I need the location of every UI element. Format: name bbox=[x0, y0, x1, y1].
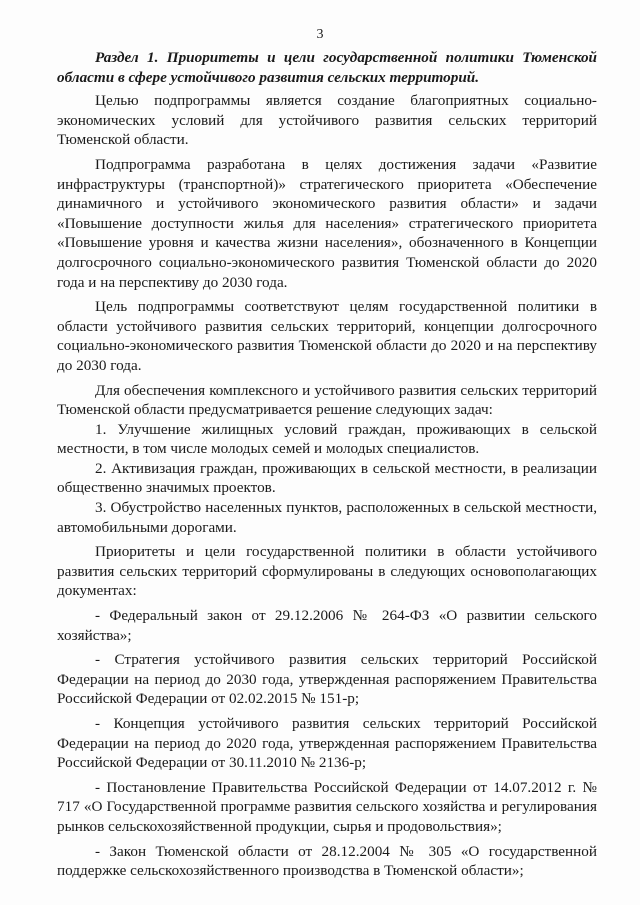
paragraph-goal: Целью подпрограммы является создание благоприятных социально-экономических условий для устойчивого развития сельских территорий Тюменской области. bbox=[57, 92, 597, 149]
document-item-2: - Стратегия устойчивого развития сельских территорий Российской Федерации на период до 2030 года, утвержденная распоряжением Правительства Российской Федерации от 02.02.2015 № 151-р; bbox=[57, 651, 597, 708]
section-heading: Раздел 1. Приоритеты и цели государственной политики Тюменской области в сфере устойчивого развития сельских территорий. bbox=[57, 49, 597, 86]
paragraph-purpose: Подпрограмма разработана в целях достижения задачи «Развитие инфраструктуры (транспортной)» стратегического приоритета «Обеспечение динамичного и устойчивого экономического развития области» и задачи «Повышение доступности жилья для населения» стратегического приоритета «Повышение уровня и качества жизни населения», обозначенного в Концепции долгосрочного социально-экономического развития Тюменской области до 2020 года и на перспективу до 2030 года. bbox=[57, 155, 597, 291]
document-item-5: - Закон Тюменской области от 28.12.2004 № 305 «О государственной поддержке сельскохозяйственного производства в Тюменской области»; bbox=[57, 842, 597, 880]
task-item-3: 3. Обустройство населенных пунктов, расположенных в сельской местности, автомобильными дорогами. bbox=[57, 499, 597, 536]
paragraph-documents-intro: Приоритеты и цели государственной политики в области устойчивого развития сельских территорий сформулированы в следующих основополагающих документах: bbox=[57, 543, 597, 600]
task-item-2: 2. Активизация граждан, проживающих в сельской местности, в реализации общественно значимых проектов. bbox=[57, 459, 597, 497]
document-body bbox=[57, 48, 597, 881]
paragraph-tasks-intro: Для обеспечения комплексного и устойчивого развития сельских территорий Тюменской области предусматривается решение следующих задач: bbox=[57, 381, 597, 419]
paragraph-alignment: Цель подпрограммы соответствуют целям государственной политики в области устойчивого развития сельских территорий, концепции долгосрочного социально-экономического развития Тюменской области до 2020 и на перспективу до 2030 года. bbox=[57, 298, 597, 374]
document-item-3: - Концепция устойчивого развития сельских территорий Российской Федерации на период до 2020 года, утвержденная распоряжением Правительства Российской Федерации от 30.11.2010 № 2136-р; bbox=[57, 715, 597, 772]
task-item-1: 1. Улучшение жилищных условий граждан, проживающих в сельской местности, в том числе молодых семей и молодых специалистов. bbox=[57, 420, 597, 458]
document-item-4: - Постановление Правительства Российской Федерации от 14.07.2012 г. № 717 «О Государственной программе развития сельского хозяйства и регулирования рынков сельскохозяйственной продукции, сырья и продовольствия»; bbox=[57, 778, 597, 835]
document-item-1: - Федеральный закон от 29.12.2006 № 264-ФЗ «О развитии сельского хозяйства»; bbox=[57, 607, 597, 644]
page-number: 3 bbox=[316, 27, 324, 42]
